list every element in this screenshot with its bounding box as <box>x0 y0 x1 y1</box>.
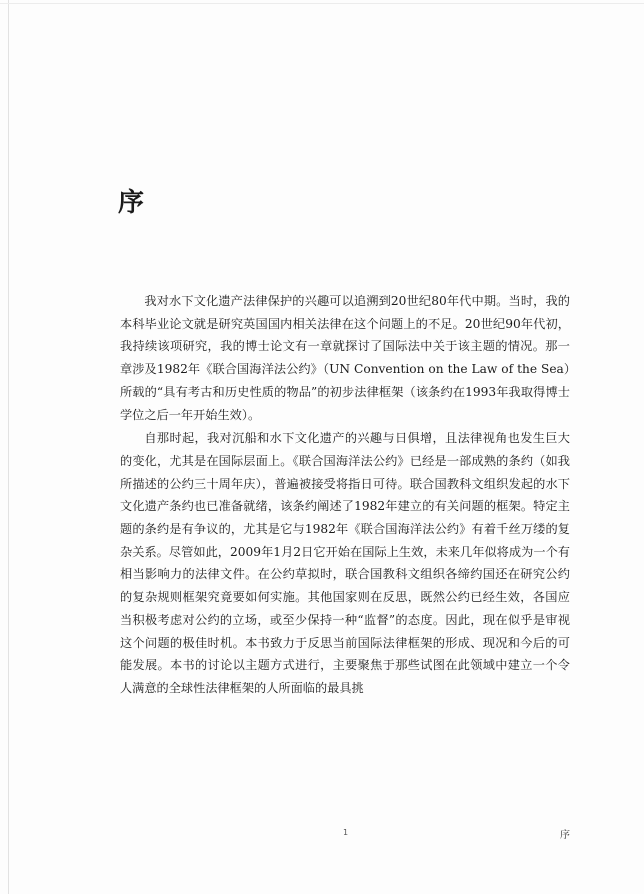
paragraph-1: 我对水下文化遗产法律保护的兴趣可以追溯到20世纪80年代中期。当时，我的本科毕业论文就是研究英国国内相关法律在这个问题上的不足。20世纪90年代初，我持续该项研究，我的博士论文有一章就探讨了国际法中关于该主题的情况。那一章涉及1982年《联合国海洋法公约》（UN Convention on the Law of the Sea）所载的“具有考古和历史性质的物品”的初步法律框架（该条约在1993年我取得博士学位之后一年开始生效）。 <box>120 294 570 422</box>
running-head: 序 <box>560 830 570 841</box>
page-title: 序 <box>118 188 147 218</box>
page-edge-left <box>8 0 9 894</box>
paragraph-2: 自那时起，我对沉船和水下文化遗产的兴趣与日俱增，且法律视角也发生巨大的变化，尤其是在国际层面上。《联合国海洋法公约》已经是一部成熟的条约（如我所描述的公约三十周年庆），普遍被接受将指日可待。联合国教科文组织发起的水下文化遗产条约也已准备就绪，该条约阐述了1982年建立的有关问题的框架。特定主题的条约是有争议的，尤其是它与1982年《联合国海洋法公约》有着千丝万缕的复杂关系。尽管如此，2009年1月2日它开始在国际上生效，未来几年似将成为一个有相当影响力的法律文件。在公约草拟时，联合国教科文组织各缔约国还在研究公约的复杂规则框架究竟要如何实施。其他国家则在反思，既然公约已经生效，各国应当积极考虑对公约的立场，或至少保持一种“监督”的态度。因此，现在似乎是审视这个问题的极佳时机。本书致力于反思当前国际法律框架的形成、现况和今后的可能发展。本书的讨论以主题方式进行，主要聚焦于那些试图在此领域中建立一个令人满意的全球性法律框架的人所面临的最具挑 <box>120 431 570 695</box>
page-edge-top <box>0 3 644 4</box>
body-text <box>120 290 570 700</box>
page-number: 1 <box>343 828 349 837</box>
